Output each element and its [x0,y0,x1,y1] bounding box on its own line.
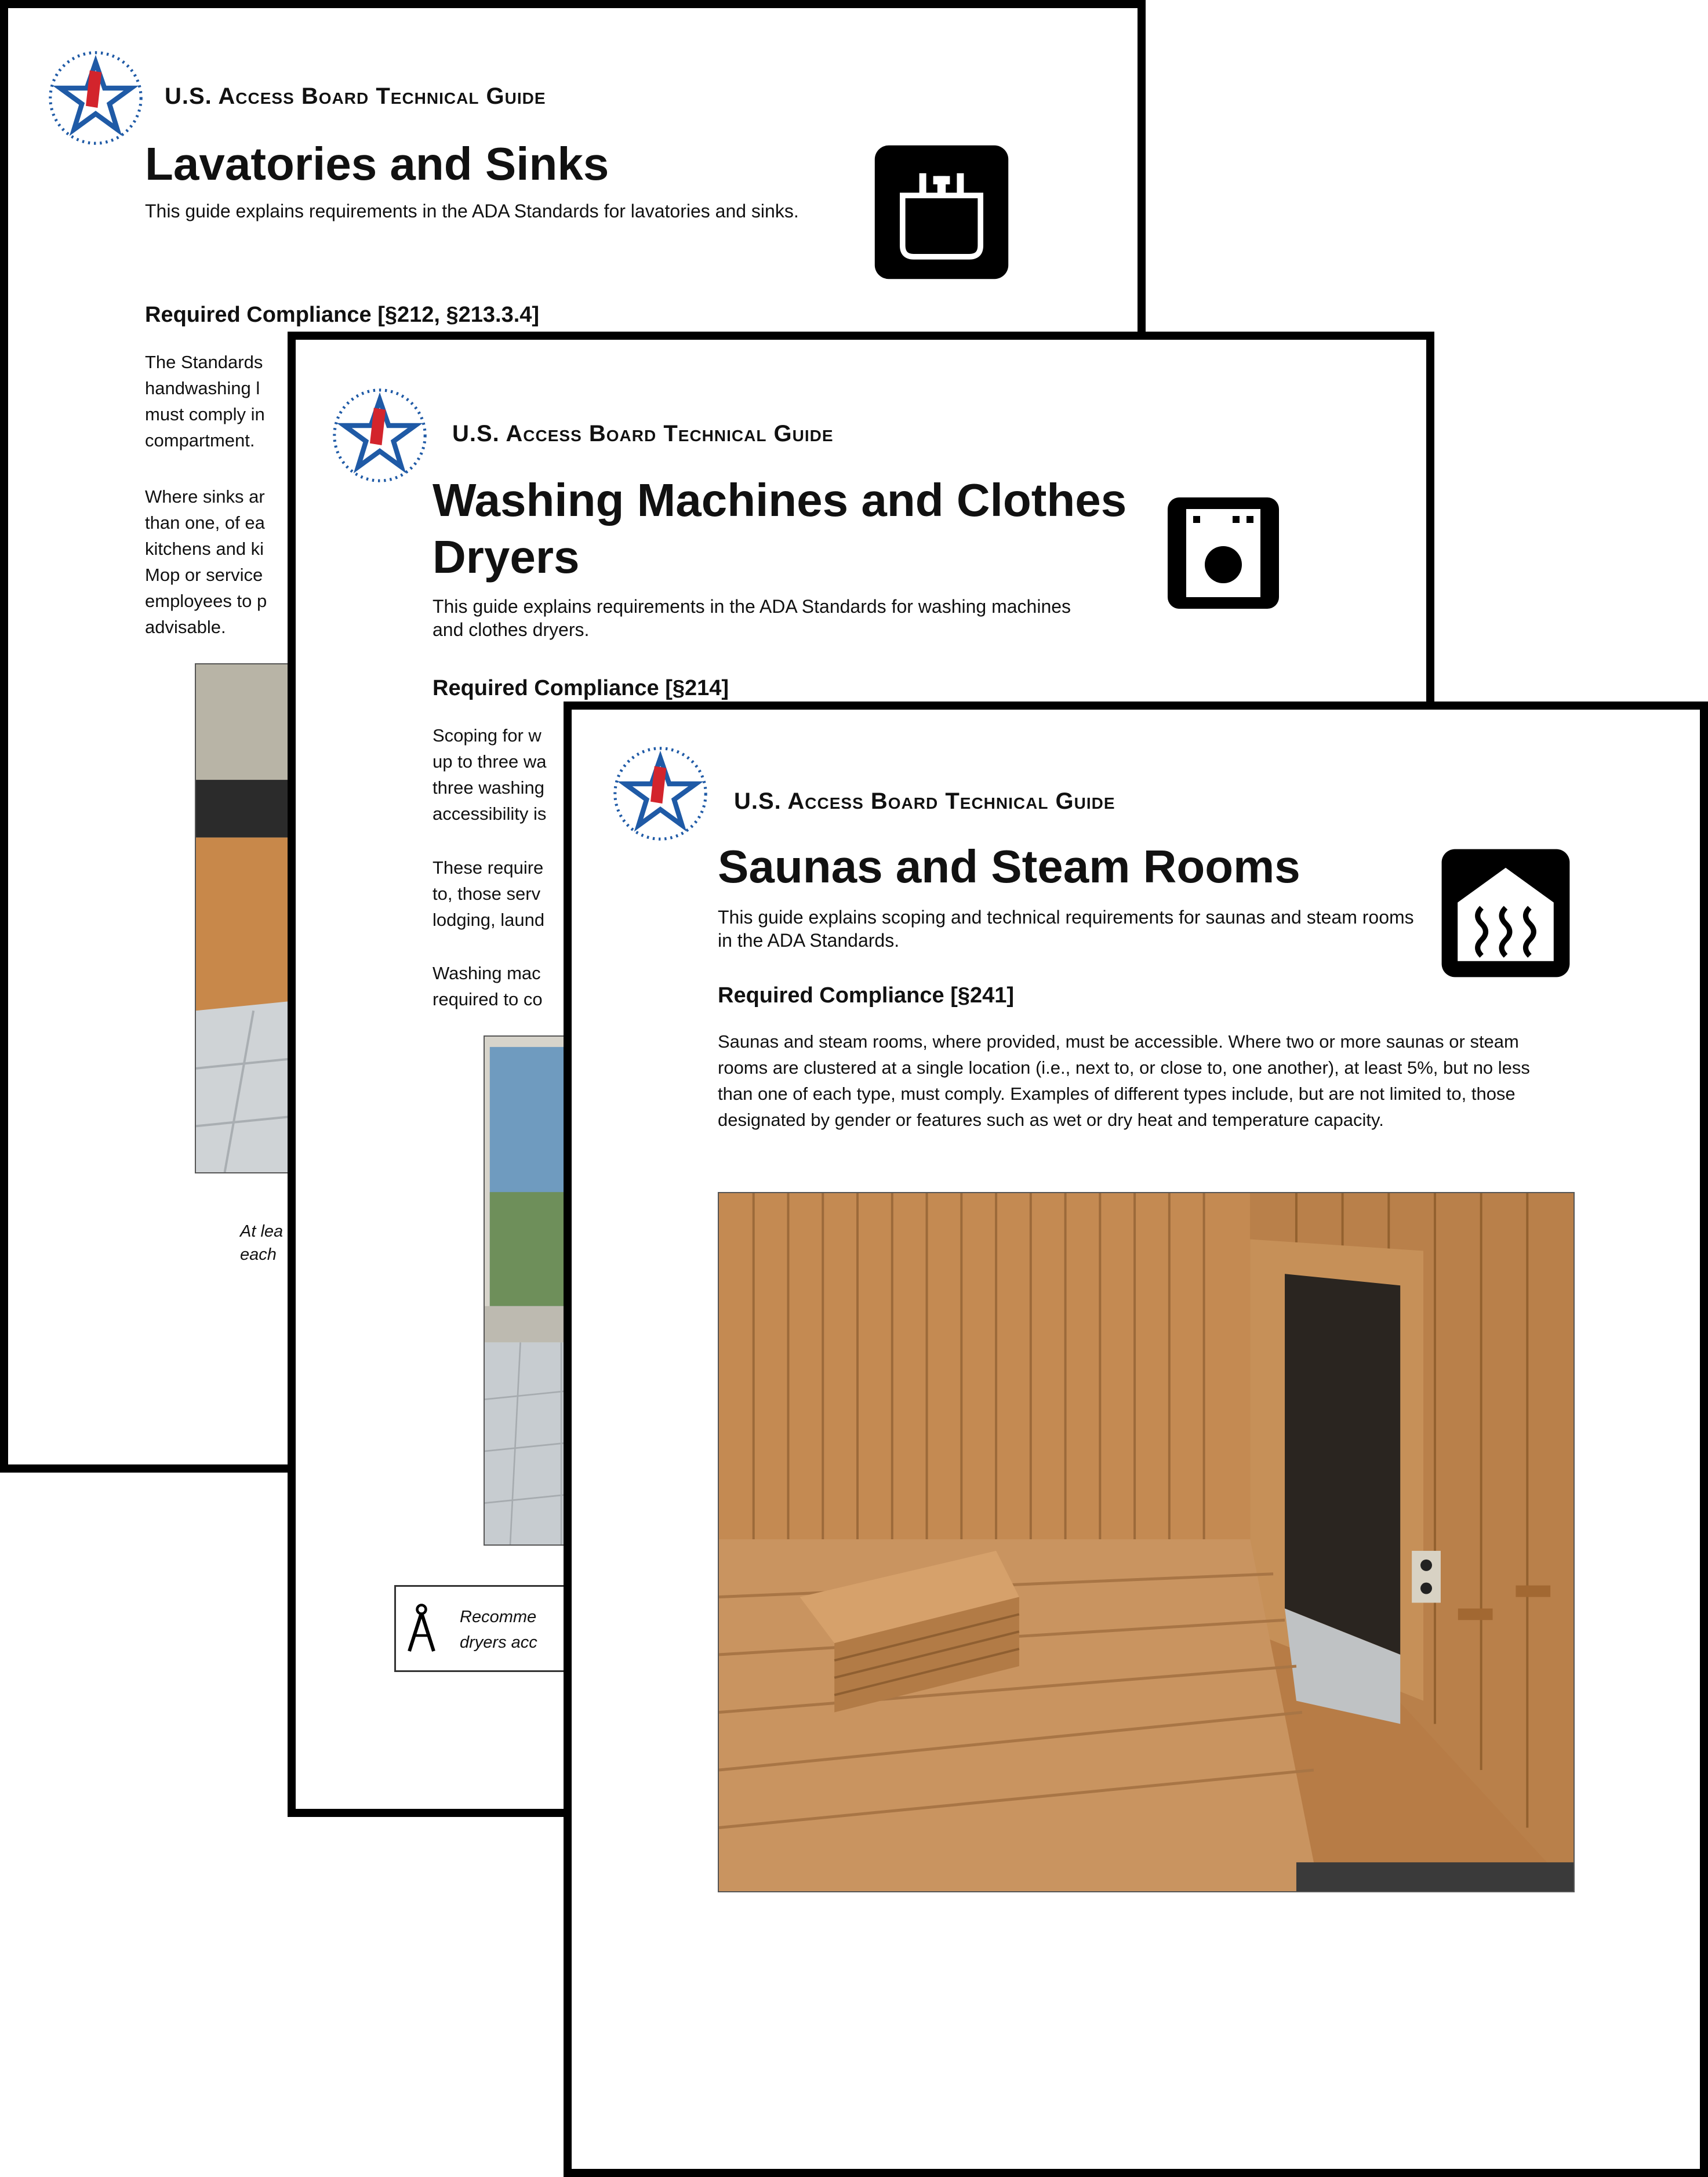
compliance-paragraph-1: Scoping for w up to three wa three washing accessibility is [433,725,547,824]
compliance-paragraph-3: Washing mac required to co [433,963,543,1009]
compliance-heading: Required Compliance [§214] [433,676,729,700]
compliance-paragraph-1: The Standards handwashing l must comply in compartment. [145,352,265,450]
page-title: Lavatories and Sinks [145,138,609,190]
brand-header: U.S. Access Board Technical Guide [165,83,546,109]
page-title: Washing Machines and Clothes Dryers [433,474,1127,583]
page-title: Saunas and Steam Rooms [718,841,1300,892]
page-intro: This guide explains scoping and technical requirements for saunas and steam rooms in the ADA Standards. [718,907,1414,951]
access-board-logo [611,744,710,843]
page-intro: This guide explains requirements in the ADA Standards for lavatories and sinks. [145,201,799,221]
sauna-steam-icon [1439,846,1572,980]
guide-page-saunas [564,702,1708,2177]
compliance-heading: Required Compliance [§212, §213.3.4] [145,303,540,327]
compliance-paragraph-2: These require to, those serv lodging, laund [433,857,545,930]
washing-machine-icon [1165,495,1281,611]
brand-header: U.S. Access Board Technical Guide [452,421,834,446]
page-intro: This guide explains requirements in the ADA Standards for washing machines and clothes dryers. [433,596,1071,640]
recommendation-box [394,1585,591,1672]
access-board-logo [330,386,429,485]
lavatory-sink-icon [872,143,1011,282]
compliance-paragraph: Saunas and steam rooms, where provided, must be accessible. Where two or more saunas or steam rooms are clustered at a single location (i.e., next to, or close to, one another), at least 5%, but no less than one of each type, must comply. Examples of different types include, but are not limited to, those designated by gender or features such as wet or dry heat and temperature capacity. [718,1031,1530,1130]
brand-header: U.S. Access Board Technical Guide [734,788,1115,814]
recommendation-text: Recomme dryers acc [460,1608,537,1652]
photo-caption: At lea each [240,1222,284,1264]
compliance-heading: Required Compliance [§241] [718,983,1015,1008]
sauna-photo [718,1192,1575,1892]
compliance-paragraph-2: Where sinks ar than one, of ea kitchens and ki Mop or service employees to p advisable. [145,486,267,637]
access-board-logo [46,49,145,147]
compass-icon [404,1601,439,1656]
